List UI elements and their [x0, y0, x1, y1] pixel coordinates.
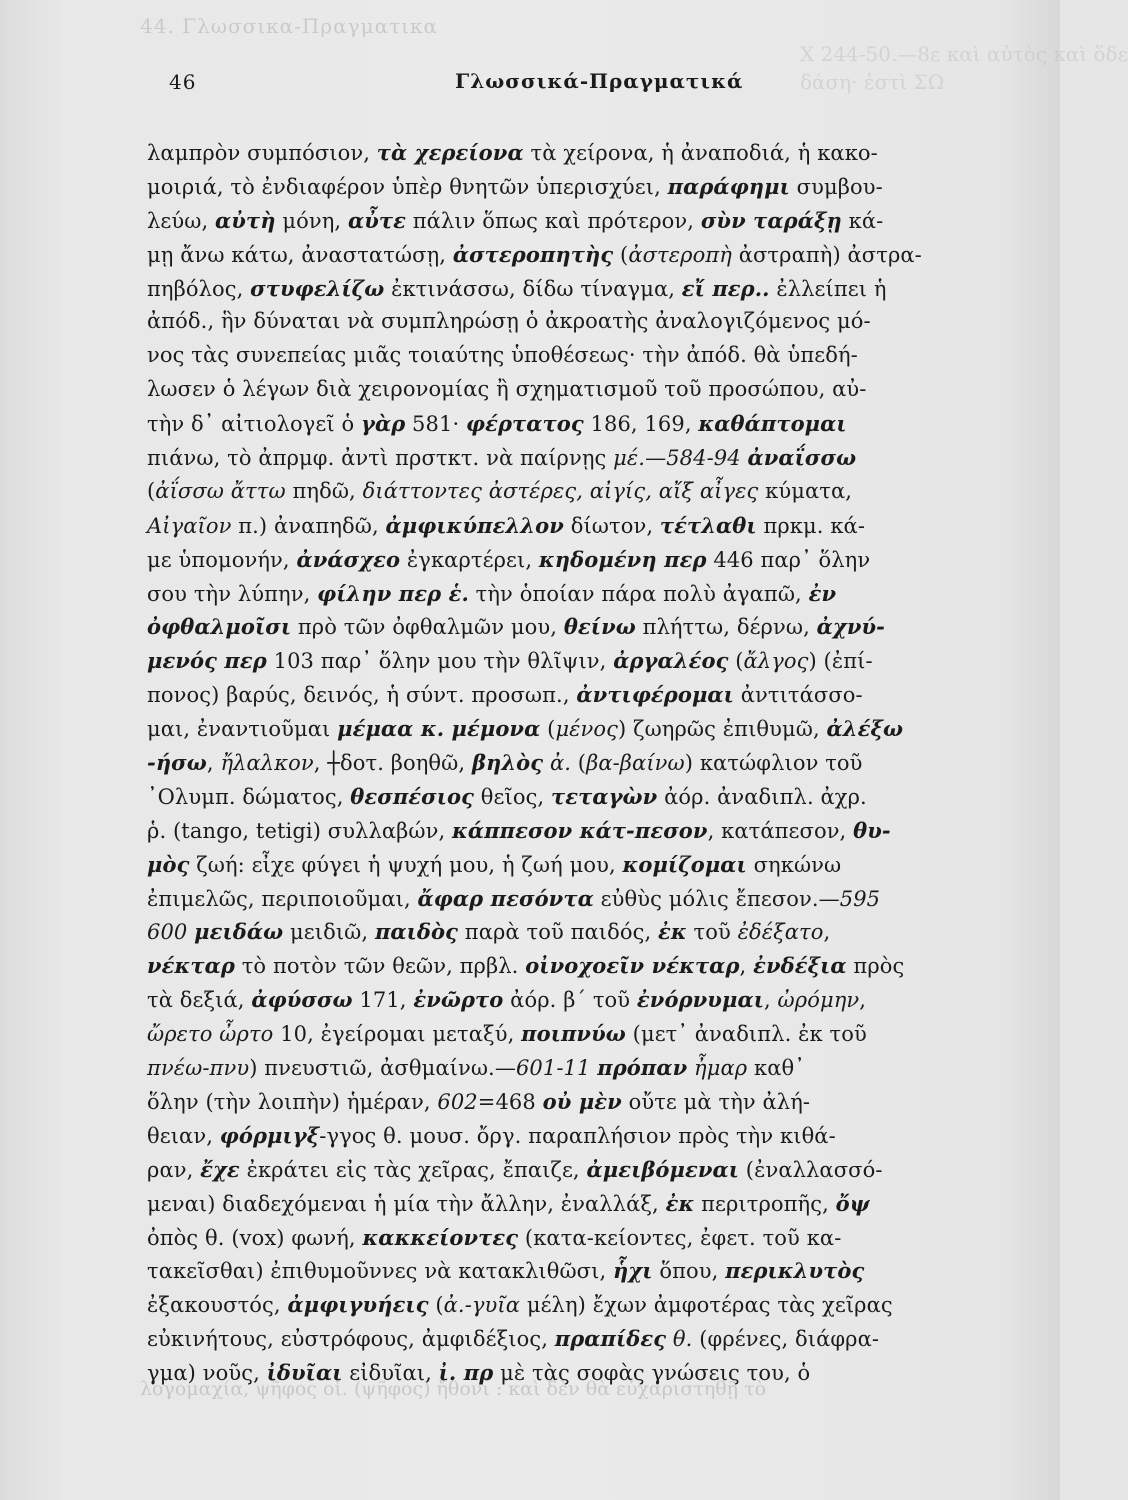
body-text-line: νέκταρ τὸ ποτὸν τῶν θεῶν, πρβλ. οἰνοχοεῖν νέκταρ, ἐνδέξια πρὸς: [147, 953, 905, 979]
body-text-line: ᾽Ολυμπ. δώματος, θεσπέσιος θεῖος, τεταγὼν ἀόρ. ἀναδιπλ. ἀχρ.: [147, 783, 867, 809]
body-text-line: πηβόλος, στυφελίζω ἐκτινάσσω, δίδω τίναγμα, εἴ περ.. ἐλλείπει ἡ: [147, 275, 887, 301]
body-text-line: μεναι) διαδεχόμεναι ἡ μία τὴν ἄλλην, ἐναλλάξ, ἐκ περιτροπῆς, ὄψ: [147, 1190, 870, 1216]
page-number: 46: [169, 70, 197, 94]
body-text-line: -ήσω, ἤλαλκον, ┼δοτ. βοηθῶ, βηλὸς ἀ. (βα-βαίνω) κατώφλιον τοῦ: [147, 750, 863, 776]
body-text-line: μῃ ἄνω κάτω, ἀναστατώσῃ, ἀστεροπητὴς (ἀστεροπὴ ἀστραπὴ) ἀστρα-: [147, 241, 922, 267]
body-text-line: πονος) βαρύς, δεινός, ἡ σύντ. προσωπ., ἀντιφέρομαι ἀντιτάσσο-: [147, 682, 863, 708]
body-text-line: πιάνω, τὸ ἀπρμφ. ἀντὶ πρστκτ. νὰ παίρνῃς μέ.—584-94 ἀναΐσσω: [147, 445, 857, 471]
body-text-line: θειαν, φόρμιγξ-γγος θ. μουσ. ὄργ. παραπλήσιον πρὸς τὴν κιθά-: [147, 1122, 836, 1148]
running-title: Γλωσσικά-Πραγματικά: [455, 69, 744, 93]
body-text-line: εὐκινήτους, εὐστρόφους, ἀμφιδέξιος, πραπίδες θ. (φρένες, διάφρα-: [147, 1326, 880, 1352]
body-text-line: λαμπρὸν συμπόσιον, τὰ χερείονα τὰ χείρονα, ἡ ἀναποδιά, ἡ κακο-: [147, 140, 878, 165]
body-text-line: ὤρετο ὦρτο 10, ἐγείρομαι μεταξύ, ποιπνύω (μετ᾽ ἀναδιπλ. ἐκ τοῦ: [147, 1021, 867, 1047]
body-text-line: λωσεν ὁ λέγων διὰ χειρονομίας ἢ σχηματισμοῦ τοῦ προσώπου, αὐ-: [147, 377, 867, 402]
body-text-line: με ὑπομονήν, ἀνάσχεο ἐγκαρτέρει, κηδομένη περ 446 παρ᾽ ὅλην: [147, 546, 871, 572]
body-text-line: πνέω-πνυ) πνευστιῶ, ἀσθμαίνω.—601-11 πρόπαν ἦμαρ καθ᾽: [147, 1055, 805, 1081]
bleed-through-right: [800, 40, 1128, 150]
body-text-line: λεύω, αὐτὴ μόνη, αὖτε πάλιν ὅπως καὶ πρότερον, σὺν ταράξῃ κά-: [147, 207, 884, 233]
body-text-line: γμα) νοῦς, ἰδυῖαι εἰδυῖαι, ἰ. πρ μὲ τὰς σοφὰς γνώσεις του, ὁ: [147, 1360, 811, 1386]
body-text-line: ῥ. (tango, tetigi) συλλαβών, κάππεσον κάτ-πεσον, κατάπεσον, θυ-: [147, 817, 891, 843]
body-text-line: (ἀΐσσω ἄττω πηδῶ, διάττοντες ἀστέρες, αἰγίς, αἴξ αἶγες κύματα,: [147, 478, 853, 503]
body-text-line: τὴν δ᾽ αἰτιολογεῖ ὁ γὰρ 581· φέρτατος 186, 169, καθάπτομαι: [147, 411, 847, 437]
body-text-line: μαι, ἐναντιοῦμαι μέμαα κ. μέμονα (μένος) ζωηρῶς ἐπιθυμῶ, ἀλέξω: [147, 716, 904, 742]
body-text-line: ἀπόδ., ἣν δύναται νὰ συμπληρώσῃ ὁ ἀκροατὴς ἀναλογιζόμενος μό-: [147, 309, 871, 334]
bleed-through-header: 44. Γλωσσικα-Πραγματικα: [140, 14, 439, 38]
body-text-line: ὀφθαλμοῖσι πρὸ τῶν ὀφθαλμῶν μου, θείνω πλήττω, δέρνω, ἀχνύ-: [147, 614, 885, 640]
body-text-line: ὅλην (τὴν λοιπὴν) ἡμέραν, 602=468 οὐ μὲν οὔτε μὰ τὴν ἀλή-: [147, 1088, 811, 1114]
body-text-line: μὸς ζωή: εἶχε φύγει ἡ ψυχή μου, ἡ ζωή μου, κομίζομαι σηκώνω: [147, 851, 842, 877]
body-text-line: ἐπιμελῶς, περιποιοῦμαι, ἄφαρ πεσόντα εὐθὺς μόλις ἔπεσον.—595: [147, 885, 881, 911]
body-text-line: 600 μειδάω μειδιῶ, παιδὸς παρὰ τοῦ παιδός, ἐκ τοῦ ἐδέξατο,: [147, 919, 831, 945]
body-text-block: [147, 136, 1047, 1390]
body-text-line: τὰ δεξιά, ἀφύσσω 171, ἐνῶρτο ἀόρ. β´ τοῦ ἐνόρνυμαι, ὠρόμην,: [147, 987, 867, 1013]
body-text-line: σου τὴν λύπην, φίλην περ ἑ. τὴν ὁποίαν πάρα πολὺ ἀγαπῶ, ἐν: [147, 580, 837, 606]
body-text-line: ὀπὸς θ. (vox) φωνή, κακκείοντες (κατα-κείοντες, ἐφετ. τοῦ κα-: [147, 1224, 842, 1250]
body-text-line: νος τὰς συνεπείας μιᾶς τοιαύτης ὑποθέσεως· τὴν ἀπόδ. θὰ ὑπεδή-: [147, 343, 858, 368]
body-text-line: μενός περ 103 παρ᾽ ὅλην μου τὴν θλῖψιν, ἀργαλέος (ἄλγος) (ἐπί-: [147, 648, 873, 674]
body-text-line: Αἰγαῖον π.) ἀναπηδῶ, ἀμφικύπελλον δίωτον, τέτλαθι πρκμ. κά-: [147, 512, 866, 538]
body-text-line: τακεῖσθαι) ἐπιθυμοῦννες νὰ κατακλιθῶσι, ἧχι ὅπου, περικλυτὸς: [147, 1258, 865, 1284]
bleed-through-right-line: δάση· ἐστὶ ΣΩ: [800, 70, 945, 94]
bleed-through-footer: λογομαχία, ψῆφος οἱ. (ψῆφος) ἤθονι : καὶ δὲν θὰ εὐχαριστηθῇ τὸ: [140, 1378, 767, 1400]
body-text-line: μοιριά, τὸ ἐνδιαφέρον ὑπὲρ θνητῶν ὑπερισχύει, παράφημι συμβου-: [147, 173, 883, 199]
body-text-line: ἐξακουστός, ἀμφιγυήεις (ἀ.-γυῖα μέλη) ἔχων ἀμφοτέρας τὰς χεῖρας: [147, 1292, 893, 1318]
bleed-through-right-line: Χ 244-50.—8ε καὶ αὐτὸς καὶ ὅδε: [800, 42, 1128, 66]
body-text-line: ραν, ἔχε ἐκράτει εἰς τὰς χεῖρας, ἔπαιζε, ἀμειβόμεναι (ἐναλλασσό-: [147, 1156, 883, 1182]
